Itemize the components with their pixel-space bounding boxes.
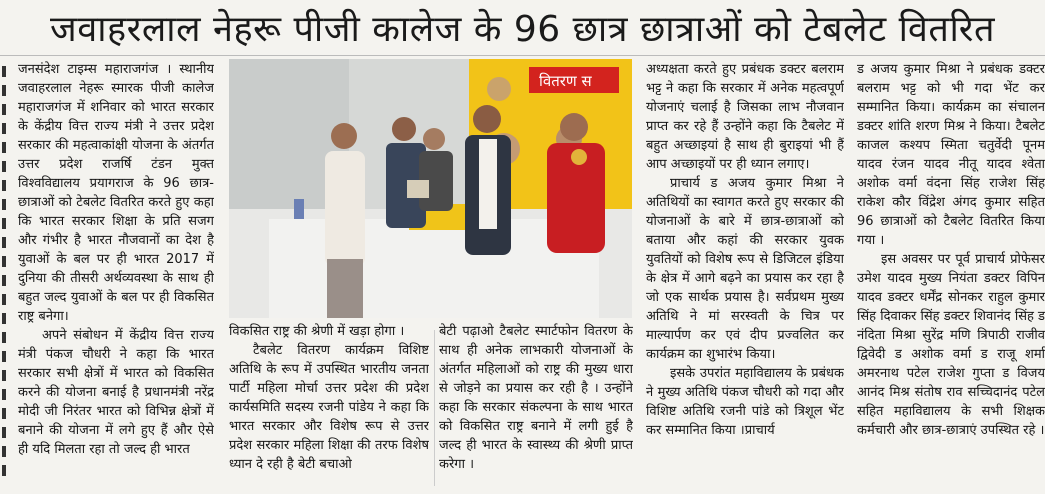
article-column-5 bbox=[857, 60, 1045, 488]
paragraph: इसके उपरांत महाविद्यालय के प्रबंधक ने मुख्य अतिथि पंकज चौधरी को गदा और विशिष्ट अतिथि रजनी पांडे को त्रिशूल भेंट कर सम्मानित किया ।प्राचार्य bbox=[646, 366, 844, 438]
headline: जवाहरलाल नेहरू पीजी कालेज के 96 छात्र छात्राओं को टेबलेट वितरित bbox=[49, 8, 996, 50]
column-divider bbox=[434, 330, 435, 486]
article-column-4 bbox=[646, 60, 844, 488]
paragraph: इस अवसर पर पूर्व प्राचार्य प्रोफेसर उमेश यादव मुख्य नियंता डक्टर विपिन यादव डक्टर धर्मेंद्र सोनकर राहुल कुमार सिंह दिवाकर सिंह डक्टर शिवानंद सिंह ड नंदिता मिश्रा सुरेंद्र मणि त्रिपाठी राजीव द्विवेदी ड अशोक वर्मा ड राजू शर्मा अमरनाथ पटेल राजेश गुप्ता ड विजय आनंद मिश्र संतोष राव सच्चिदानंद पटेल सहित महाविद्यालय के सभी शिक्षक कर्मचारी और छात्र-छात्राएं उपस्थित रहे । bbox=[857, 252, 1045, 438]
paragraph: बेटी पढ़ाओ टैबलेट स्मार्टफोन वितरण के साथ ही अनेक लाभकारी योजनाओं के अंतर्गत महिलाओं को राष्ट्र की मुख्य धारा से जोड़ने का प्रयास कर रही है । उन्होंने कहा कि सरकार संकल्पना के साथ भारत को विकसित राष्ट्र बनाने में लगी हुई है जल्द ही भारत के स्वास्थ्य की श्रेणी प्राप्त करेगा । bbox=[439, 324, 633, 472]
paragraph: प्राचार्य ड अजय कुमार मिश्रा ने अतिथियों का स्वागत करते हुए सरकार की योजनाओं के बारे में छात्र-छात्राओं को बताया और कहां की सरकार युवक युवतियों को विशेष रूप से डिजिटल इंडिया के क्षेत्र में आगे बढ़ने का प्रयास कर रहा है जो एक सार्थक प्रयास है। सर्वप्रथम मुख्य अतिथि ने मां सरस्वती के चित्र पर माल्यार्पण कर एवं दीप प्रज्वलित कर कार्यक्रम का शुभारंभ किया। bbox=[646, 176, 844, 362]
article-column-2 bbox=[229, 322, 429, 488]
article-column-1 bbox=[18, 60, 214, 488]
article-column-3 bbox=[439, 322, 633, 488]
paragraph: ड अजय कुमार मिश्रा ने प्रबंधक डक्टर बलराम भट्ट को भी गदा भेंट कर सम्मानित किया। कार्यक्रम का संचालन डक्टर शांति शरण मिश्र ने किया। टैबलेट काजल कश्यप स्मिता चतुर्वेदी पूनम यादव रंजन यादव नीतू यादव श्वेता अशोक वर्मा वंदना सिंह राजेश सिंह राकेश कौर विंद्रेश अंगद कुमार सहित 96 छात्राओं को टैबलेट वितरित किया गया । bbox=[857, 62, 1045, 248]
paragraph: अपने संबोधन में केंद्रीय वित्त राज्य मंत्री पंकज चौधरी ने कहा कि भारत सरकार सभी क्षेत्रों में भारत को विकसित करने की योजना बनाई है प्रधानमंत्री नरेंद्र मोदी जी निरंतर भारत को विभिन्न क्षेत्रों में बनाने की योजना में लगे हुए हैं और ऐसे ही यदि मिलता रहा तो जल्द ही भारत bbox=[18, 328, 214, 457]
headline-rule bbox=[0, 55, 1045, 56]
paragraph: जनसंदेश टाइम्स महाराजगंज । स्थानीय जवाहरलाल नेहरू स्मारक पीजी कालेज महाराजगंज में शनिवार को भारत सरकार के केंद्रीय वित्त राज्य मंत्री ने उत्तर प्रदेश सरकार की महत्वाकांक्षी योजना के अंतर्गत उत्तर प्रदेश राजर्षि टंडन मुक्त विश्वविद्यालय प्रयागराज के 96 छात्र-छात्राओं को टेबलेट वितरित करते हुए कहा कि भारत सरकार शिक्षा के प्रति सजग और गंभीर है भारत नौजवानों का देश है युवाओं के बल पर ही भारत 2017 में दुनिया की तीसरी अर्थव्यवस्था के साथ ही बहुत जल्द युवाओं के बल पर ही विकसित राष्ट्र बनेगा। bbox=[18, 62, 214, 324]
paragraph: टैबलेट वितरण कार्यक्रम विशिष्ट अतिथि के रूप में उपस्थित भारतीय जनता पार्टी महिला मोर्चा उत्तर प्रदेश की प्रदेश कार्यसमिति सदस्य रजनी पांडेय ने कहा कि भारत सरकार और विशेष रूप से उत्तर प्रदेश सरकार महिला शिक्षा की तरफ विशेष ध्यान दे रही है बेटी बचाओ bbox=[229, 343, 429, 472]
photo-illustration bbox=[229, 59, 632, 318]
banner-text: वितरण स bbox=[539, 72, 592, 90]
paragraph: विकसित राष्ट्र की श्रेणी में खड़ा होगा । bbox=[229, 324, 405, 339]
paragraph: अध्यक्षता करते हुए प्रबंधक डक्टर बलराम भट्ट ने कहा कि सरकार में अनेक महत्वपूर्ण योजनाएं चलाई है जिसका लाभ नौजवान प्राप्त कर रहे हैं उन्होंने कहा कि टैबलेट में बहुत अच्छाइयां है साथ ही बुराइयां भी हैं आप अच्छाइयों पर ही ध्यान लगाए। bbox=[646, 62, 844, 172]
left-edge-fragments bbox=[0, 58, 14, 488]
news-photo bbox=[229, 59, 632, 318]
